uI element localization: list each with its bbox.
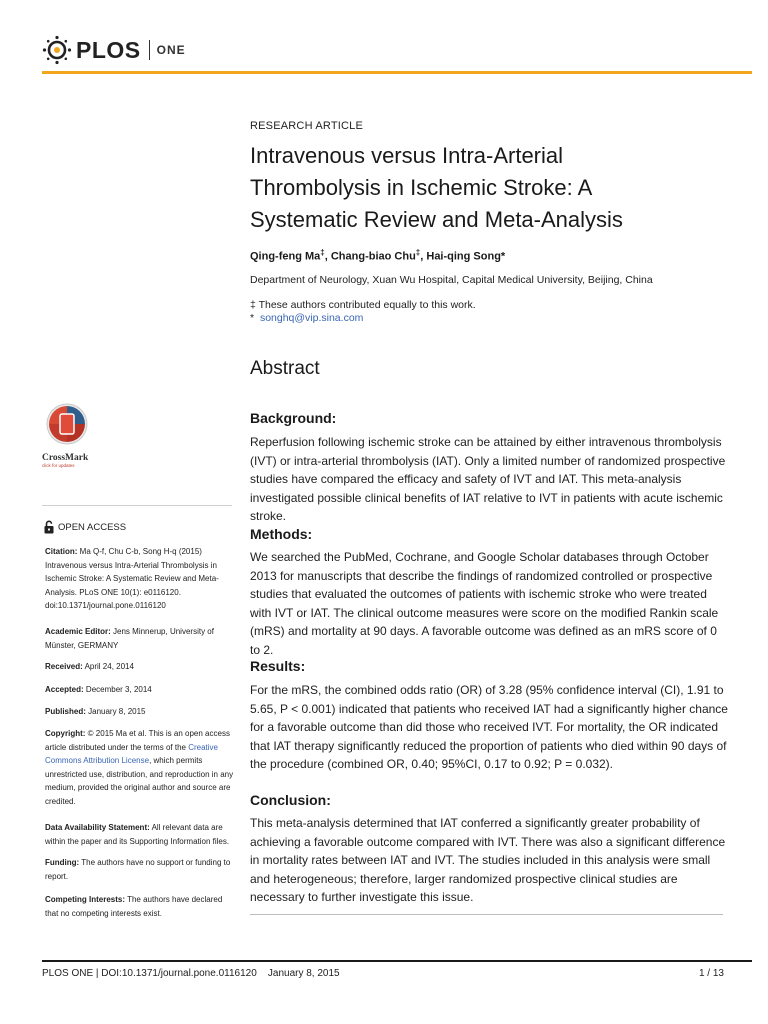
background-heading: Background: — [250, 410, 337, 426]
open-access-badge — [44, 520, 126, 534]
funding-label: Funding: — [45, 858, 80, 867]
email-link[interactable]: songhq@vip.sina.com — [259, 312, 364, 324]
author-separator: , — [420, 250, 427, 263]
article-title — [250, 140, 720, 236]
footer-citation — [42, 968, 340, 979]
published-date: January 8, 2015 — [88, 707, 146, 716]
corresponding-marker: * — [250, 312, 255, 324]
results-text: For the mRS, the combined odds ratio (OR) of 3.28 (95% confidence interval (CI), 1.91 to 5.65, P < 0.001) indicated that patients who received IAT had a significantly higher chance for a favorable outcome than did those who received IVT. For mortality, the OR indicated that IAT therapy significantly reduced the proportion of patients who died within 90 days of the procedure (combined OR, 0.40; 95%CI, 0.17 to 0.92; P = 0.032). — [250, 683, 728, 771]
crossmark-icon — [42, 402, 92, 446]
editor-text: Jens Minnerup, University of Münster, GERMANY — [45, 627, 214, 650]
data-availability-text: All relevant data are within the paper and its Supporting Information files. — [45, 823, 230, 846]
funding-text: The authors have no support or funding to report. — [45, 858, 231, 881]
copyright-label: Copyright: — [45, 729, 86, 738]
funding-block — [45, 856, 235, 883]
plos-sun-icon — [42, 35, 72, 65]
license-link[interactable]: Creative Commons Attribution License — [45, 742, 218, 765]
conclusion-text: This meta-analysis determined that IAT conferred a significantly greater probability of achieving a favorable outcome compared with IVT. There was also a significant difference in mortality rates between IAT and IVT. The studies included in this analysis were small and heterogeneous; therefore, larger randomized prospective clinical studies are necessary to further investigate this issue. — [250, 816, 726, 904]
methods-text: We searched the PubMed, Cochrane, and Google Scholar databases through October 2013 for manuscripts that describe the findings of randomized controlled or prospective studies that evaluated the outcomes of patients with ischemic stroke who were treated with IVT or IAT. The clinical outcome measures were score on the modified Rankin scale (mRS) and mortality at 90 days. A favorable outcome was defined as an mRS score of 0 to 2. — [250, 550, 719, 657]
received-block — [45, 660, 235, 674]
accepted-date: December 3, 2014 — [85, 685, 152, 694]
footer-citation-text: PLOS ONE | DOI:10.1371/journal.pone.0116120 January 8, 2015 — [42, 968, 340, 979]
data-availability-block — [45, 821, 235, 848]
author-mark: ‡ — [415, 248, 421, 257]
sidebar-divider — [42, 505, 232, 506]
competing-interests-block — [45, 893, 235, 920]
published-label: Published: — [45, 707, 86, 716]
crossmark-badge[interactable] — [42, 402, 98, 468]
crossmark-sublabel: click for updates — [42, 463, 75, 468]
footer-rule — [42, 960, 752, 962]
citation-block — [45, 545, 235, 613]
author-mark: * — [500, 250, 506, 263]
accepted-label: Accepted: — [45, 685, 84, 694]
results-heading: Results: — [250, 658, 306, 674]
open-lock-icon — [44, 520, 54, 534]
abstract-divider — [250, 914, 723, 915]
citation-label: Citation: — [45, 547, 78, 556]
header-rule — [42, 71, 752, 74]
competing-interests-label: Competing Interests: — [45, 895, 126, 904]
logo-separator — [149, 40, 150, 60]
author-separator: , — [324, 250, 331, 263]
author-notes — [250, 299, 476, 325]
copyright-text-cont: , which permits unrestricted use, distribution, and reproduction in any medium, provided the original author and source are credited. — [45, 756, 234, 806]
received-label: Received: — [45, 662, 83, 671]
editor-label: Academic Editor: — [45, 627, 111, 636]
methods-heading: Methods: — [250, 526, 313, 542]
received-date: April 24, 2014 — [84, 662, 134, 671]
corresponding-author — [250, 312, 476, 325]
title-line: Intravenous versus Intra-Arterial — [250, 143, 564, 168]
author-name[interactable]: Chang-biao Chu — [330, 250, 416, 263]
background-text: Reperfusion following ischemic stroke can be attained by either intravenous thrombolysis (IVT) or intra-arterial thrombolysis (IAT). Only a limited number of randomized prospective studies have compared the efficacy and safety of IVT and IAT. This meta-analysis investigated possible clinical benefits of IAT relative to IVT in patients with acute ischemic stroke. — [250, 435, 726, 523]
title-line: Systematic Review and Meta-Analysis — [250, 207, 623, 232]
competing-interests-text: The authors have declared that no competing interests exist. — [45, 895, 223, 918]
citation-text: Ma Q-f, Chu C-b, Song H-q (2015) Intravenous versus Intra-Arterial Thrombolysis in Ischemic Stroke: A Systematic Review and Meta-Analysis. PLoS ONE 10(1): e0116120. doi:10.1371/journal.pone.0116120 — [45, 547, 219, 610]
author-mark: ‡ — [320, 248, 325, 257]
author-name[interactable]: Hai-qing Song — [426, 250, 501, 263]
abstract-heading: Abstract — [250, 358, 320, 379]
copyright-block — [45, 727, 235, 808]
affiliation: Department of Neurology, Xuan Wu Hospital, Capital Medical University, Beijing, China — [250, 274, 653, 286]
title-line: Thrombolysis in Ischemic Stroke: A — [250, 175, 593, 200]
author-name[interactable]: Qing-feng Ma — [250, 250, 321, 263]
page-number: 1 / 13 — [698, 968, 724, 979]
published-block — [45, 705, 235, 719]
author-list — [250, 248, 505, 263]
article-type: RESEARCH ARTICLE — [250, 120, 364, 132]
equal-contribution-note: ‡ These authors contributed equally to this work. — [250, 299, 476, 311]
editor-block — [45, 625, 235, 652]
logo-subtitle: ONE — [156, 43, 186, 57]
crossmark-label: CrossMark — [42, 453, 89, 463]
accepted-block — [45, 683, 235, 697]
conclusion-heading: Conclusion: — [250, 792, 331, 808]
copyright-text: © 2015 Ma et al. This is an open access article distributed under the terms of the — [45, 729, 230, 752]
data-availability-label: Data Availability Statement: — [45, 823, 150, 832]
open-access-label: OPEN ACCESS — [58, 521, 127, 533]
logo-text: PLOS — [76, 36, 141, 63]
plos-logo[interactable] — [42, 34, 186, 66]
